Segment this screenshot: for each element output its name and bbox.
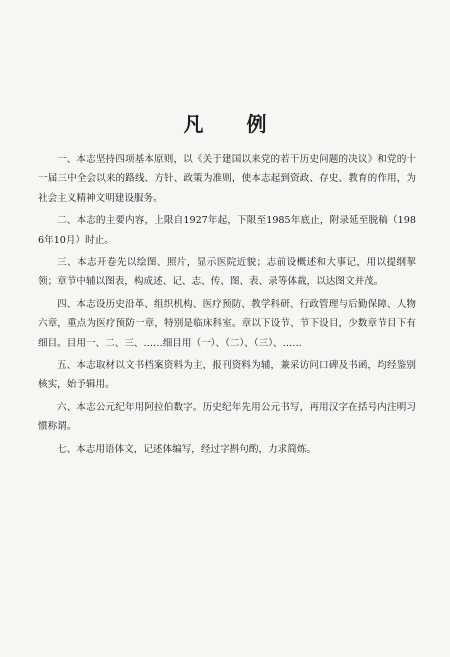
document-body <box>38 150 416 462</box>
paragraph-4: 四、本志设历史沿革、组织机构、医疗预防、教学科研、行政管理与后勤保障、人物六章，重点为医疗预防一章，特别是临床科室。章以下设节、节下设目，少数章节目下有细目。目用一、二、三、……细目用（一）、（二）、（三）、…… <box>38 298 416 349</box>
paragraph-6: 六、本志公元纪年用阿拉伯数字。历史纪年先用公元书写，再用汉字在括号内注明习惯称谓。 <box>38 401 416 433</box>
paragraph-1: 一、本志坚持四项基本原则，以《关于建国以来党的若干历史问题的决议》和党的十一届三中全会以来的路线、方针、政策为准则，使本志起到资政、存史、教育的作用，为社会主义精神文明建设服务。 <box>38 154 416 204</box>
paragraph-7: 七、本志用语体文，记述体编写，经过字斟句酌，力求简炼。 <box>57 443 317 455</box>
paragraph-5: 五、本志取材以文书档案资料为主，报刊资料为辅，兼采访问口碑及书函，均经鉴别核实，始予辑用。 <box>38 360 416 391</box>
paragraph-3: 三、本志开卷先以绘图、照片，显示医院近貌；志前设概述和大事记，用以提纲挈领；章节中辅以图表，构成述、记、志、传、图、表、录等体裁，以达图文并茂。 <box>38 257 416 288</box>
paragraph-2: 二、本志的主要内容，上限自1927年起，下限至1985年底止，附录延至脱稿（1986年10月）时止。 <box>38 215 416 246</box>
page-title: 凡 例 <box>183 112 285 136</box>
